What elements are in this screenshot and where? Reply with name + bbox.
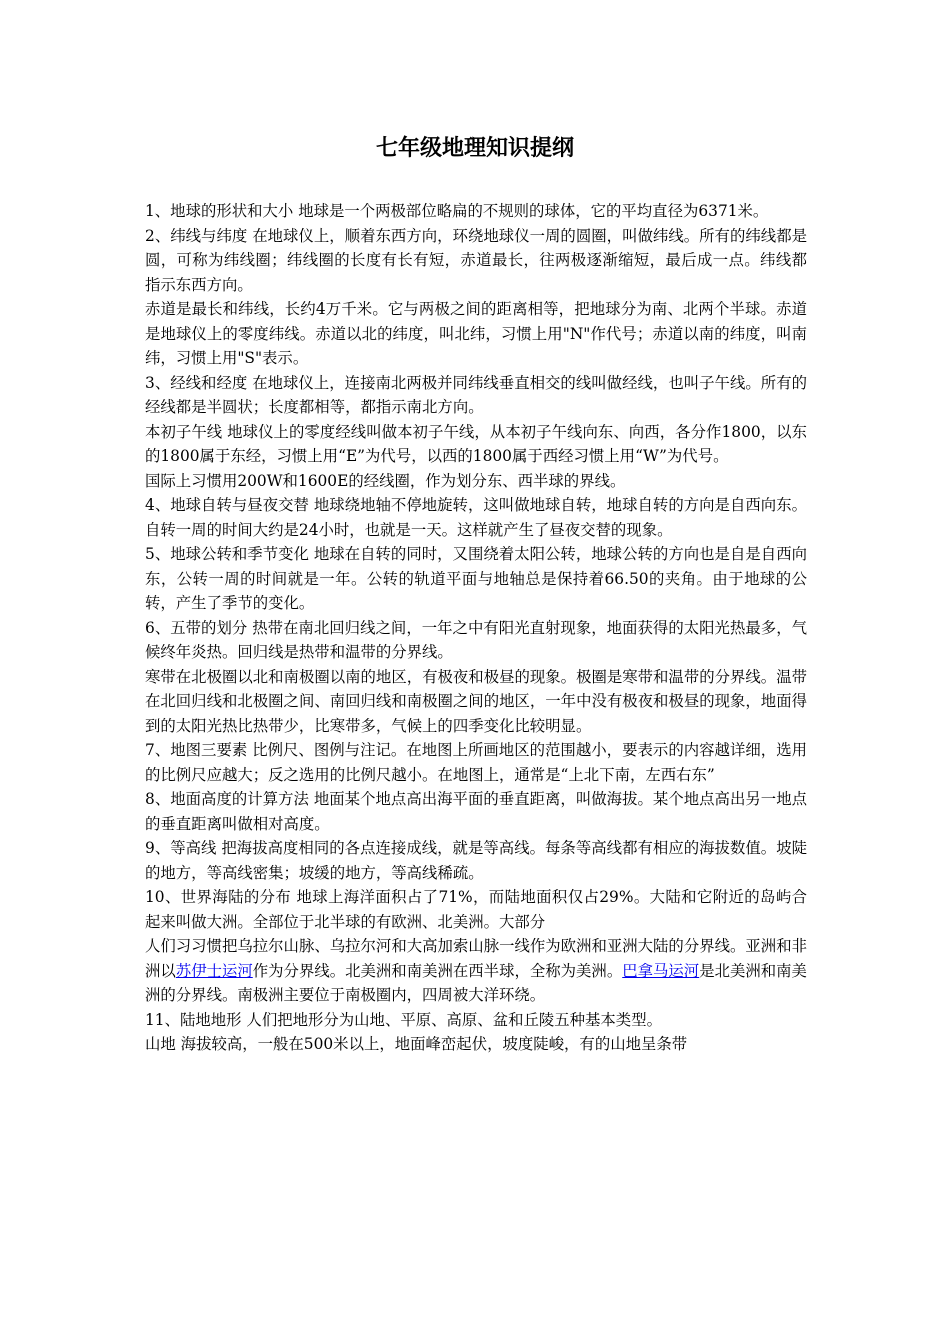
- paragraph-9: 6、五带的划分 热带在南北回归线之间，一年之中有阳光直射现象，地面获得的太阳光热最多，气候终年炎热。回归线是热带和温带的分界线。: [145, 618, 807, 661]
- paragraph-5: 本初子午线 地球仪上的零度经线叫做本初子午线，从本初子午线向东、向西，各分作1800，以东的1800属于东经，习惯上用“E”为代号，以西的1800属于西经习惯上用“W”为代号。: [145, 422, 807, 465]
- paragraph-15-text-3: 是北美洲和南美洲的分界线。南极洲主要位于南极圈内，四周被大洋环绕。: [145, 961, 807, 1004]
- page-title: 七年级地理知识提纲: [375, 136, 574, 161]
- paragraph-13: 9、等高线 把海拔高度相同的各点连接成线，就是等高线。每条等高线都有相应的海拔数值。坡陡的地方，等高线密集；坡缓的地方，等高线稀疏。: [145, 839, 807, 882]
- paragraph-1: 1、地球的形状和大小 地球是一个两极部位略扁的不规则的球体，它的平均直径为6371米。: [145, 202, 769, 220]
- paragraph-4: 3、经线和经度 在地球仪上，连接南北两极并同纬线垂直相交的线叫做经线，也叫子午线。所有的经线都是半圆状；长度都相等，都指示南北方向。: [145, 373, 807, 416]
- document-body: [145, 199, 807, 1057]
- paragraph-12: 8、地面高度的计算方法 地面某个地点高出海平面的垂直距离，叫做海拔。某个地点高出另一地点的垂直距离叫做相对高度。: [145, 790, 807, 833]
- paragraph-8: 5、地球公转和季节变化 地球在自转的同时，又围绕着太阳公转，地球公转的方向也是自是自西向东，公转一周的时间就是一年。公转的轨道平面与地轴总是保持着66.50的夹角。由于地球的公转，产生了季节的变化。: [145, 545, 807, 612]
- paragraph-6: 国际上习惯用200W和1600E的经线圈，作为划分东、西半球的界线。: [145, 471, 626, 490]
- paragraph-17: 山地 海拔较高，一般在500米以上，地面峰峦起伏，坡度陡峻，有的山地呈条带: [145, 1035, 688, 1053]
- paragraph-3: 赤道是最长和纬线，长约4万千米。它与两极之间的距离相等，把地球分为南、北两个半球。赤道是地球仪上的零度纬线。赤道以北的纬度，叫北纬，习惯上用"N"作代号；赤道以南的纬度，叫南纬，习惯上用"S"表示。: [145, 300, 807, 367]
- paragraph-15: [145, 934, 807, 1008]
- paragraph-15-text-2: 作为分界线。北美洲和南美洲在西半球，全称为美洲。: [252, 961, 623, 980]
- paragraph-11: 7、地图三要素 比例尺、图例与注记。在地图上所画地区的范围越小，要表示的内容越详细，选用的比例尺应越大；反之选用的比例尺越小。在地图上，通常是“上北下南，左西右东”: [145, 741, 807, 784]
- suez-canal-link[interactable]: 苏伊士运河: [175, 961, 253, 980]
- paragraph-10: 寒带在北极圈以北和南极圈以南的地区，有极夜和极昼的现象。极圈是寒带和温带的分界线。温带在北回归线和北极圈之间、南回归线和南极圈之间的地区，一年中没有极夜和极昼的现象，地面得到的太阳光热比热带少，比寒带多，气候上的四季变化比较明显。: [145, 667, 807, 735]
- paragraph-16: 11、陆地地形 人们把地形分为山地、平原、高原、盆和丘陵五种基本类型。: [145, 1010, 662, 1029]
- paragraph-14: 10、世界海陆的分布 地球上海洋面积占了71%，而陆地面积仅占29%。大陆和它附近的岛屿合起来叫做大洲。全部位于北半球的有欧洲、北美洲。大部分: [145, 888, 807, 931]
- panama-canal-link[interactable]: 巴拿马运河: [622, 961, 700, 980]
- paragraph-15-text-1: 人们习习惯把乌拉尔山脉、乌拉尔河和大高加索山脉一线作为欧洲和亚洲大陆的分界线。亚洲和非洲以: [145, 937, 807, 980]
- paragraph-2: 2、纬线与纬度 在地球仪上，顺着东西方向，环绕地球仪一周的圆圈，叫做纬线。所有的纬线都是圆，可称为纬线圈；纬线圈的长度有长有短，赤道最长，往两极逐渐缩短，最后成一点。纬线都 指示东西方向。: [145, 226, 807, 294]
- paragraph-7: 4、地球自转与昼夜交替 地球绕地轴不停地旋转，这叫做地球自转，地球自转的方向是自西向东。自转一周的时间大约是24小时，也就是一天。这样就产生了昼夜交替的现象。: [145, 496, 807, 539]
